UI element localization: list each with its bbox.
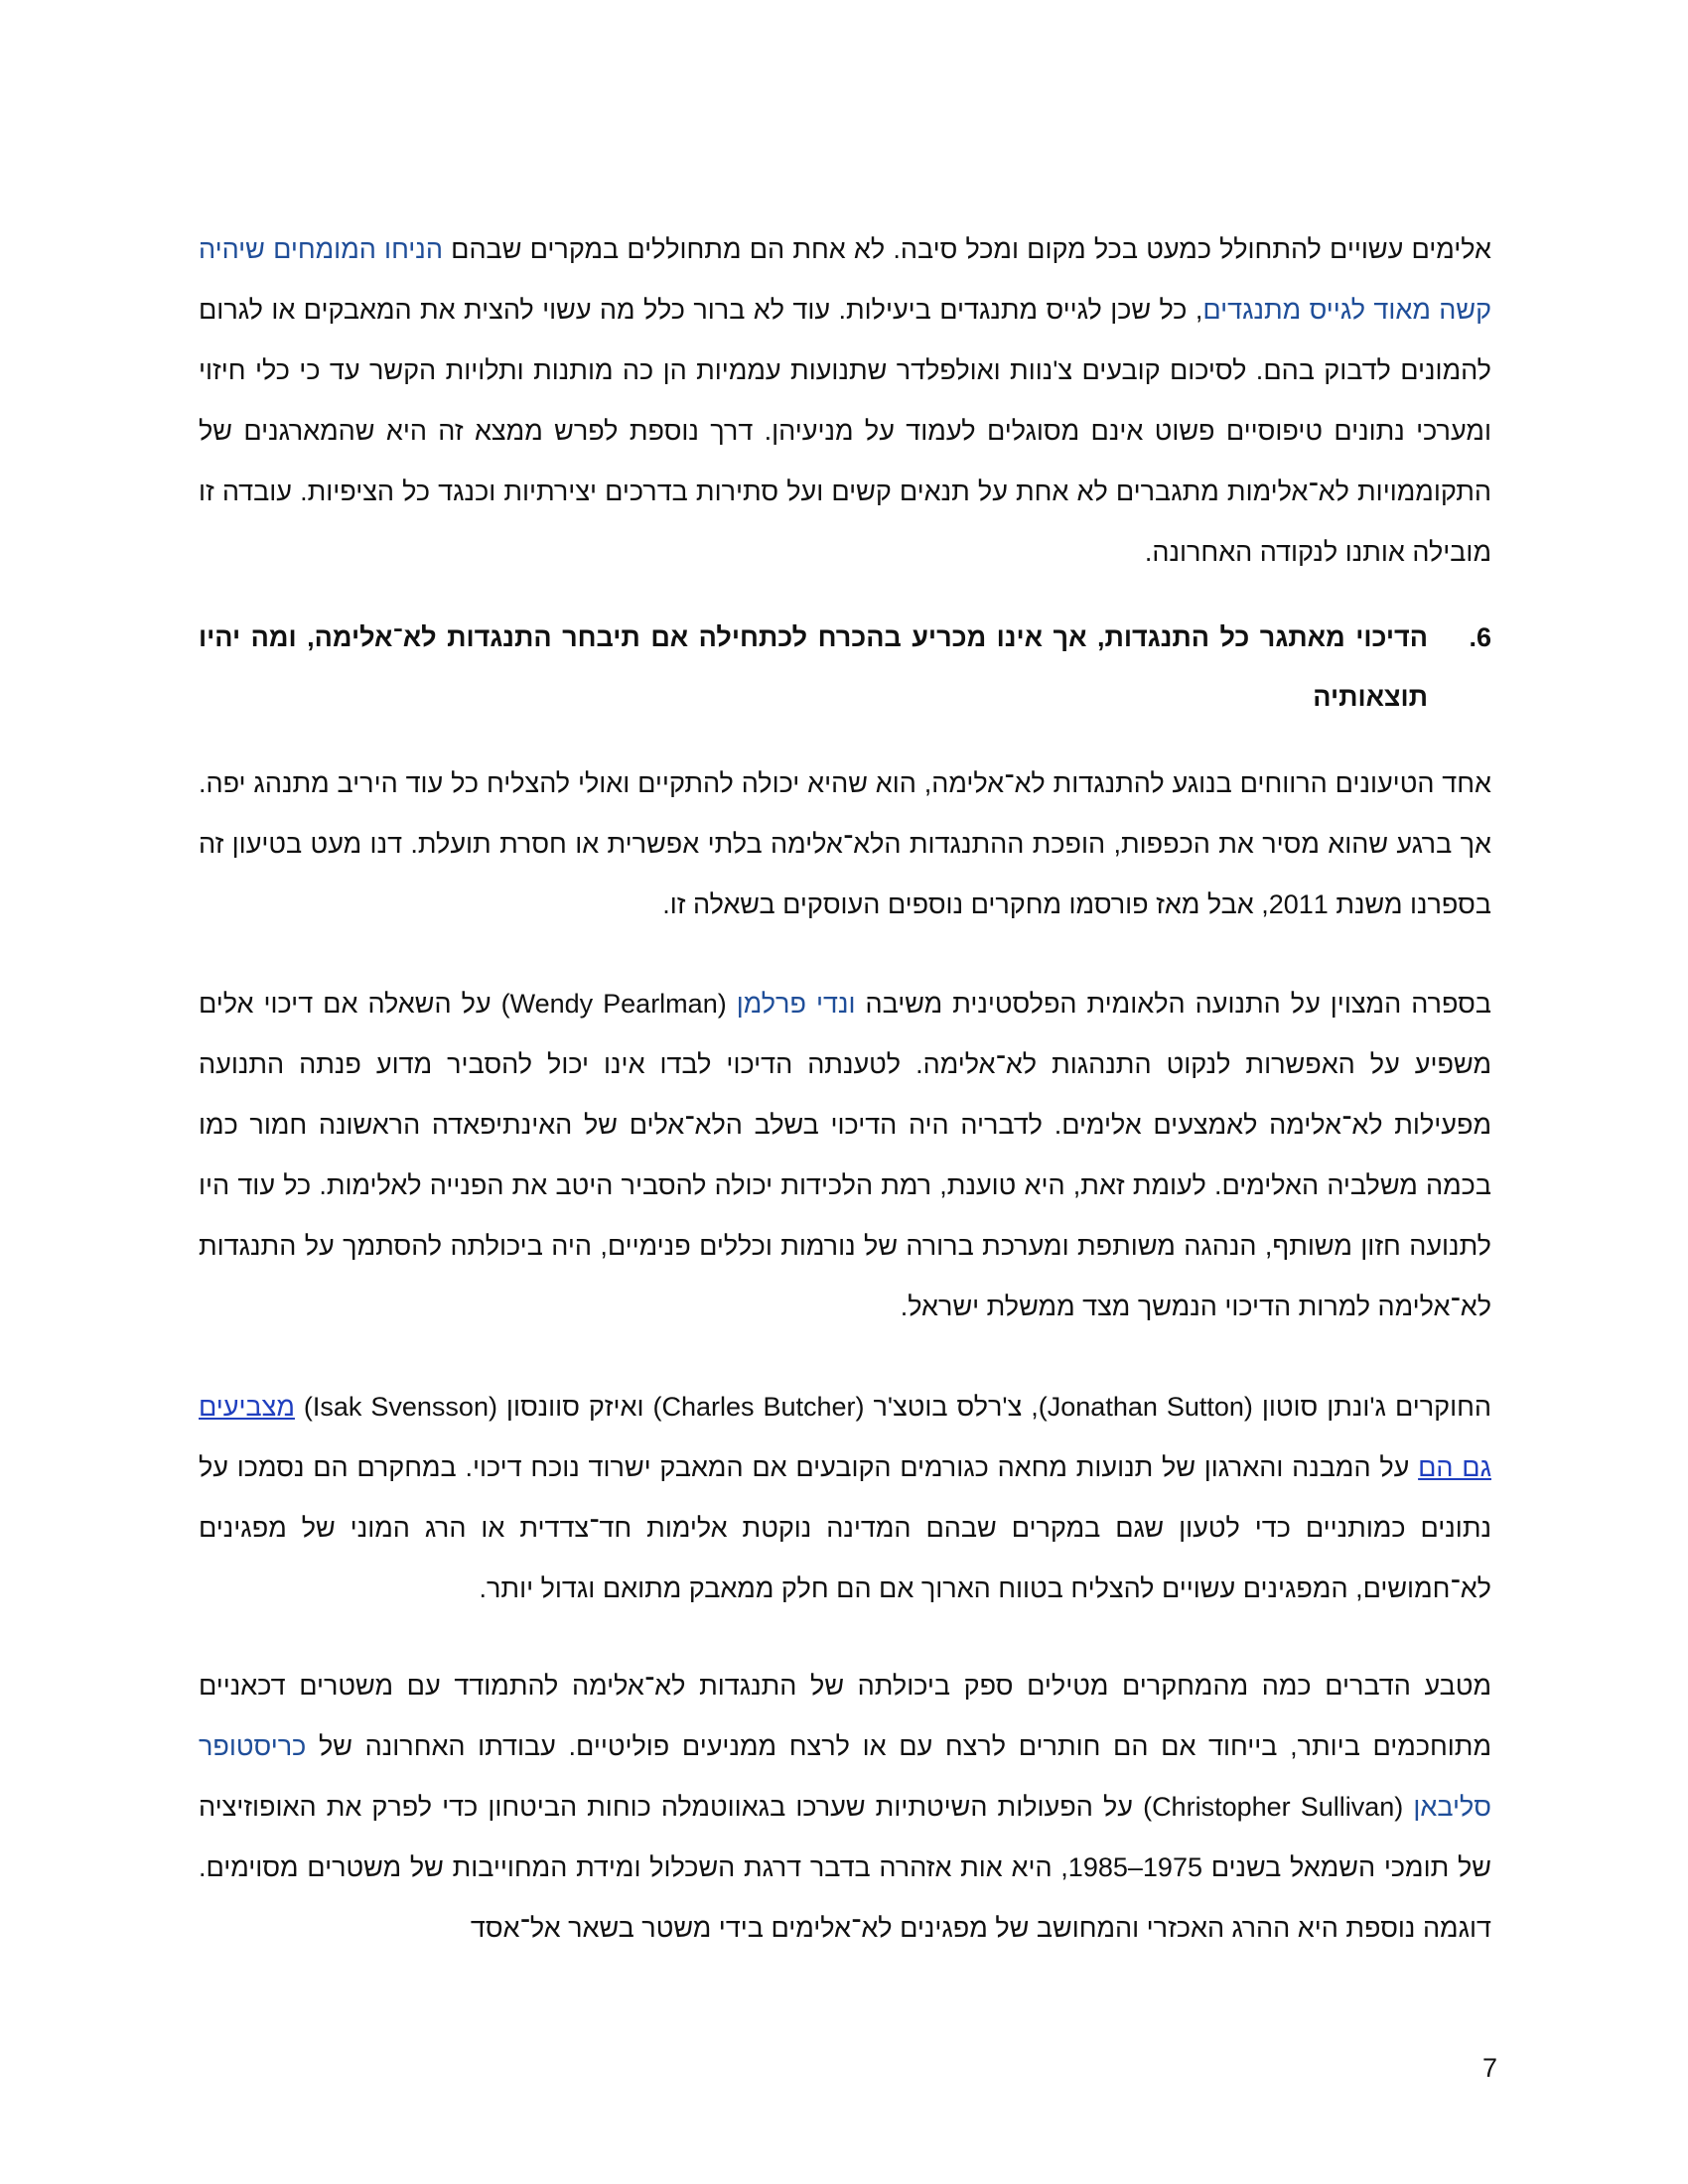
link-wendy-pearlman[interactable]: ונדי פרלמן bbox=[736, 989, 856, 1019]
link-christopher-sullivan[interactable]: כריסטופר סליבאן bbox=[199, 1731, 1491, 1822]
page-number: 7 bbox=[1481, 2053, 1497, 2083]
paragraph-5: מטבע הדברים כמה מהמחקרים מטילים ספק ביכולתה של התנגדות לא־אלימה להתמודד עם משטרים דכאניים מתוחכמים ביותר, בייחוד אם הם חותרים לרצח עם או לרצח ממניעים פוליטיים. עבודתו האחרונה של כריסטופר סליבאן (Christopher Sullivan) על הפעולות השיטתיות שערכו בגאווטמלה כוחות הביטחון כדי לפרק את האופוזיציה של תומכי השמאל בשנים 1975–1985, היא אות אזהרה בדבר דרגת השכלול ומידת המחוייבות של משטרים מסוימים. דוגמה נוספת היא ההרג האכזרי והמחושב של מפגינים לא־אלימים בידי משטר בשאר אל־אסד bbox=[199, 1671, 1491, 1943]
heading-text: הדיכוי מאתגר כל התנגדות, אך אינו מכריע בהכרח לכתחילה אם תיבחר התנגדות לא־אלימה, ומה יהיו תוצאותיה bbox=[199, 622, 1428, 712]
link-also-point[interactable]: מצביעים גם הם bbox=[199, 1392, 1491, 1482]
paragraph-4: החוקרים ג'ונתן סוטון (Jonathan Sutton), צ'רלס בוטצ'ר (Charles Butcher) ואיזק סוונסון (Isak Svensson) מצביעים גם הם על המבנה והארגון של תנועות מחאה כגורמים הקובעים אם המאבק ישרוד נוכח דיכוי. במחקרם הם נסמכו על נתונים כמותניים כדי לטעון שגם במקרים שבהם המדינה נוקטת אלימות חד־צדדית או הרג המוני של מפגינים לא־חמושים, המפגינים עשויים להצליח בטווח הארוך אם הם חלק ממאבק מתואם וגדול יותר. bbox=[199, 1392, 1491, 1603]
link-experts-assumed[interactable]: הניחו המומחים שיהיה קשה מאוד לגייס מתנגדים bbox=[199, 234, 1491, 325]
paragraph-2: אחד הטיעונים הרווחים בנוגע להתנגדות לא־אלימה, הוא שהיא יכולה להתקיים ואולי להצליח כל עוד היריב מתנהג יפה. אך ברגע שהוא מסיר את הכפפות, הופכת ההתנגדות הלא־אלימה בלתי אפשרית או חסרת תועלת. דנו מעט בטיעון זה בספרנו משנת 2011, אבל מאז פורסמו מחקרים נוספים העוסקים בשאלה זו. bbox=[199, 768, 1491, 919]
paragraph-1: אלימים עשויים להתחולל כמעט בכל מקום ומכל סיבה. לא אחת הם מתחוללים במקרים שבהם הניחו המומחים שיהיה קשה מאוד לגייס מתנגדים, כל שכן לגייס מתנגדים ביעילות. עוד לא ברור כלל מה עשוי להצית את המאבקים או לגרום להמונים לדבוק בהם. לסיכום קובעים צ'נוות ואולפלדר שתנועות עממיות הן כה מותנות ותלויות הקשר עד כי כלי חיזוי ומערכי נתונים טיפוסיים פשוט אינם מסוגלים לעמוד על מניעיהן. דרך נוספת לפרש ממצא זה היא שהמארגנים של התקוממויות לא־אלימות מתגברים לא אחת על תנאים קשים ועל סתירות בדרכים יצירתיות וכנגד כל הציפיות. עובדה זו מובילה אותנו לנקודה האחרונה. bbox=[199, 234, 1492, 567]
paragraph-3: בספרה המצוין על התנועה הלאומית הפלסטינית משיבה ונדי פרלמן (Wendy Pearlman) על השאלה אם דיכוי אלים משפיע על האפשרות לנקוט התנהגות לא־אלימה. לטענתה הדיכוי לבדו אינו יכול להסביר מדוע פנתה התנועה מפעילות לא־אלימה לאמצעים אלימים. לדבריה היה הדיכוי בשלב הלא־אלים של האינתיפאדה הראשונה חמור כמו בכמה משלביה האלימים. לעומת זאת, היא טוענת, רמת הלכידות יכולה להסביר היטב את הפנייה לאלימות. כל עוד היו לתנועה חזון משותף, הנהגה משותפת ומערכת ברורה של נורמות וכללים פנימיים, היה ביכולתה להסתמך על התנגדות לא־אלימה למרות הדיכוי הנמשך מצד ממשלת ישראל. bbox=[199, 989, 1492, 1321]
heading-number: 6. bbox=[1469, 622, 1491, 652]
section-heading-6 bbox=[199, 608, 1491, 727]
